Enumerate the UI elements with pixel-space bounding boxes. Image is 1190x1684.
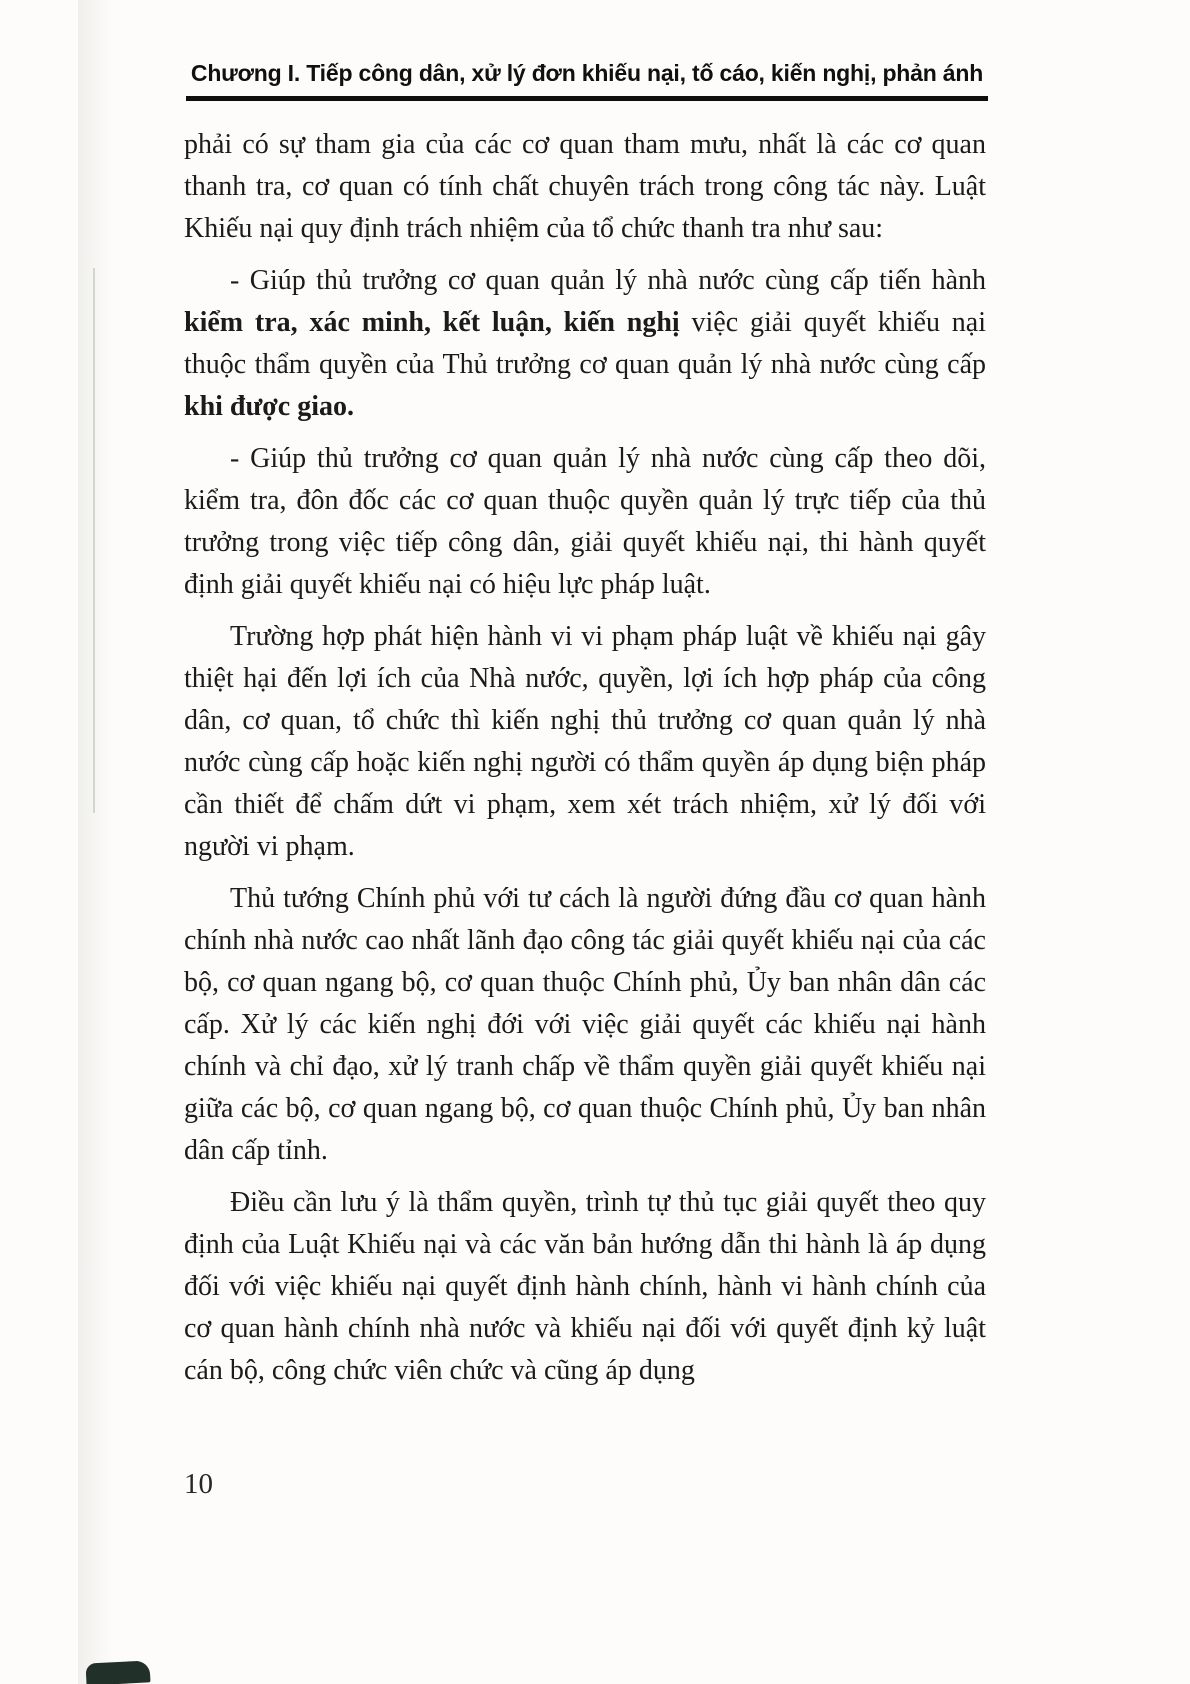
scan-edge-shading (78, 0, 112, 1684)
paragraph (184, 124, 986, 250)
text-run: phải có sự tham gia của các cơ quan tham mưu, nhất là các cơ quan thanh tra, cơ quan có tính chất chuyên trách trong công tác này. Luật Khiếu nại quy định trách nhiệm của tổ chức thanh tra như sau: (184, 129, 986, 244)
scan-edge-line-artifact (93, 268, 95, 813)
bold-text-run: kiểm tra, xác minh, kết luận, kiến nghị (184, 307, 680, 338)
text-run: Trường hợp phát hiện hành vi vi phạm pháp luật về khiếu nại gây thiệt hại đến lợi ích của Nhà nước, quyền, lợi ích hợp pháp của công dân, cơ quan, tổ chức thì kiến nghị thủ trưởng cơ quan quản lý nhà nước cùng cấp hoặc kiến nghị người có thẩm quyền áp dụng biện pháp cần thiết để chấm dứt vi phạm, xem xét trách nhiệm, xử lý đối với người vi phạm. (184, 621, 986, 862)
text-run: việc giải quyết khiếu nại thuộc thẩm quyền của Thủ trưởng cơ quan quản lý nhà nước cùng cấp (184, 307, 986, 380)
chapter-header-text: Chương I. Tiếp công dân, xử lý đơn khiếu nại, tố cáo, kiến nghị, phản ánh (190, 60, 984, 86)
bold-text-run: khi được giao. (184, 391, 355, 422)
paragraph (184, 616, 986, 868)
paragraph (184, 1182, 986, 1392)
page-body (184, 124, 986, 1402)
text-run: Thủ tướng Chính phủ với tư cách là người đứng đầu cơ quan hành chính nhà nước cao nhất lãnh đạo công tác giải quyết khiếu nại của các bộ, cơ quan ngang bộ, cơ quan thuộc Chính phủ, Ủy ban nhân dân các cấp. Xử lý các kiến nghị đới với việc giải quyết các khiếu nại hành chính và chỉ đạo, xử lý tranh chấp về thẩm quyền giải quyết khiếu nại giữa các bộ, cơ quan ngang bộ, cơ quan thuộc Chính phủ, Ủy ban nhân dân cấp tỉnh. (184, 883, 986, 1166)
text-run: - Giúp thủ trưởng cơ quan quản lý nhà nước cùng cấp theo dõi, kiểm tra, đôn đốc các cơ quan thuộc quyền quản lý trực tiếp của thủ trưởng trong việc tiếp công dân, giải quyết khiếu nại, thi hành quyết định giải quyết khiếu nại có hiệu lực pháp luật. (184, 443, 986, 600)
paragraph (184, 260, 986, 428)
chapter-running-header (186, 60, 988, 101)
paragraph (184, 438, 986, 606)
text-run: - Giúp thủ trưởng cơ quan quản lý nhà nước cùng cấp tiến hành (230, 265, 986, 296)
page-number: 10 (184, 1468, 213, 1500)
paragraph (184, 878, 986, 1172)
text-run: Điều cần lưu ý là thẩm quyền, trình tự thủ tục giải quyết theo quy định của Luật Khiếu nại và các văn bản hướng dẫn thi hành là áp dụng đối với việc khiếu nại quyết định hành chính, hành vi hành chính của cơ quan hành chính nhà nước và khiếu nại đối với quyết định kỷ luật cán bộ, công chức viên chức và cũng áp dụng (184, 1187, 986, 1386)
scan-smudge-artifact (85, 1660, 150, 1684)
